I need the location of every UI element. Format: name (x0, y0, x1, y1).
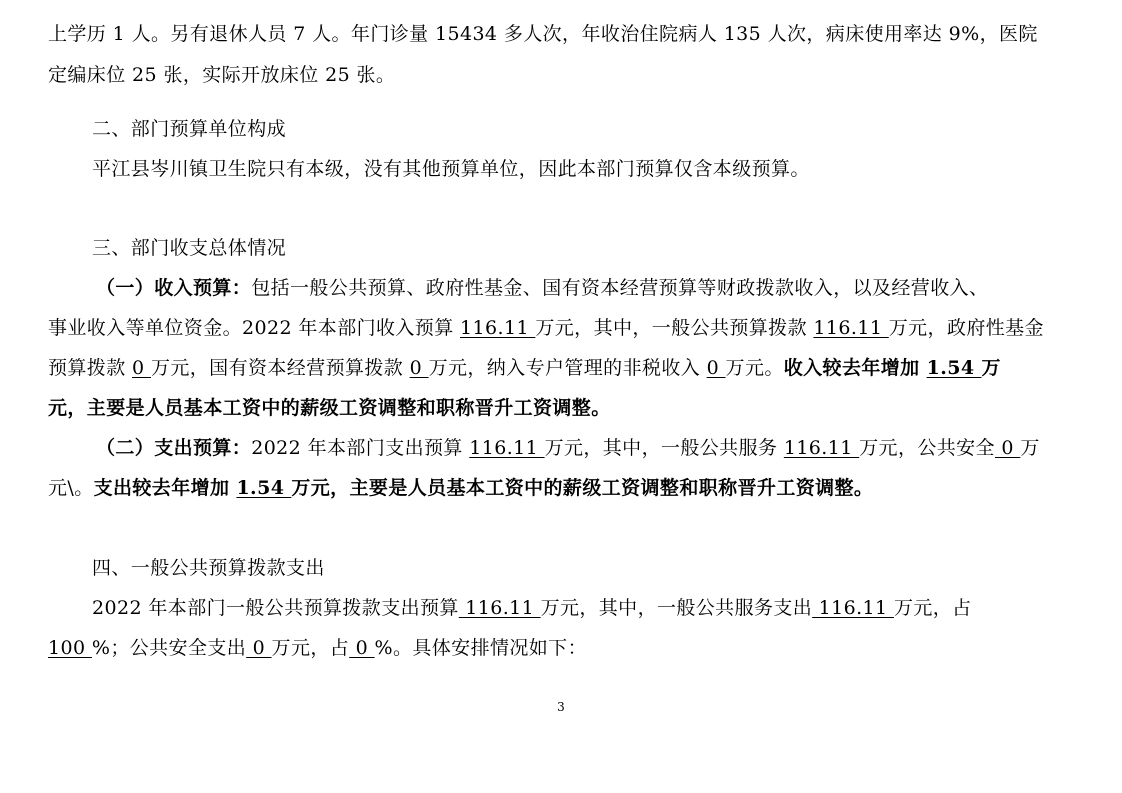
text-run: 万元，占 (271, 637, 350, 659)
text-run: 万 (1020, 437, 1040, 459)
income-total-value: 116.11 (460, 317, 536, 339)
text-run: 万元，纳入专户管理的非税收入 (428, 357, 707, 379)
gov-fund-value: 0 (132, 357, 151, 379)
general-budget-value: 116.11 (813, 317, 889, 339)
intro-line-2: 定编床位 25 张，实际开放床位 25 张。 (48, 64, 396, 86)
section-2-body: 平江县岑川镇卫生院只有本级，没有其他预算单位，因此本部门预算仅含本级预算。 (92, 158, 810, 180)
public-safety-expense-value: 0 (246, 637, 272, 659)
public-safety-percent-value: 0 (349, 637, 375, 659)
section-3-heading: 三、部门收支总体情况 (92, 237, 287, 259)
text-run: 万元，主要是人员基本工资中的薪级工资调整和职称晋升工资调整。 (291, 477, 874, 499)
section-4-line-1 (92, 596, 972, 620)
text-run: 预算拨款 (48, 357, 133, 379)
section-4-line-2 (48, 636, 587, 660)
section-4-heading: 四、一般公共预算拨款支出 (92, 557, 325, 579)
text-run: 事业收入等单位资金。2022 年本部门收入预算 (48, 317, 461, 339)
text-run: 2022 年本部门一般公共预算拨款支出预算 (92, 597, 459, 619)
public-safety-value: 0 (994, 437, 1021, 459)
text-run: 万元，公共安全 (859, 437, 995, 459)
section-2-heading: 二、部门预算单位构成 (92, 118, 287, 140)
expense-line-2 (48, 476, 873, 500)
text-run: 元\。 (48, 477, 94, 499)
text-run: 2022 年本部门支出预算 (251, 437, 470, 459)
income-line-4: 元，主要是人员基本工资中的薪级工资调整和职称晋升工资调整。 (48, 397, 611, 419)
income-label: （一）收入预算： (96, 277, 252, 299)
general-service-expense-value: 116.11 (812, 597, 894, 619)
text-run: 万元，占 (893, 597, 972, 619)
page-number: 3 (557, 700, 565, 714)
intro-line-1: 上学历 1 人。另有退休人员 7 人。年门诊量 15434 多人次，年收治住院病人 135 人次，病床使用率达 9%，医院 (48, 23, 1038, 45)
general-service-value: 116.11 (783, 437, 860, 459)
expense-line-1 (96, 436, 1040, 460)
expense-total-value: 116.11 (469, 437, 545, 459)
general-service-percent-value: 100 (48, 637, 92, 659)
text-run: 万元。 (725, 357, 784, 379)
text-run: 万元，其中，一般公共服务 (544, 437, 784, 459)
income-text: 包括一般公共预算、政府性基金、国有资本经营预算等财政拨款收入，以及经营收入、 (251, 277, 989, 299)
income-increase-value: 1.54 (926, 357, 982, 379)
text-run: 万元，其中，一般公共预算拨款 (535, 317, 814, 339)
expense-label: （二）支出预算： (96, 437, 252, 459)
text-run: 万元，其中，一般公共服务支出 (540, 597, 813, 619)
text-run: 万元，国有资本经营预算拨款 (150, 357, 410, 379)
text-run: %；公共安全支出 (91, 637, 247, 659)
expense-increase-value: 1.54 (236, 477, 292, 499)
nontax-income-value: 0 (706, 357, 726, 379)
text-run: 万元，政府性基金 (888, 317, 1044, 339)
text-run: 收入较去年增加 (783, 357, 927, 379)
text-run: 万 (981, 357, 1001, 379)
income-line-3 (48, 356, 1001, 380)
state-capital-value: 0 (409, 357, 429, 379)
income-line-1 (96, 276, 988, 300)
text-run: %。具体安排情况如下： (374, 637, 587, 659)
general-budget-expense-value: 116.11 (458, 597, 541, 619)
income-line-2 (48, 316, 1044, 340)
text-run: 支出较去年增加 (93, 477, 237, 499)
